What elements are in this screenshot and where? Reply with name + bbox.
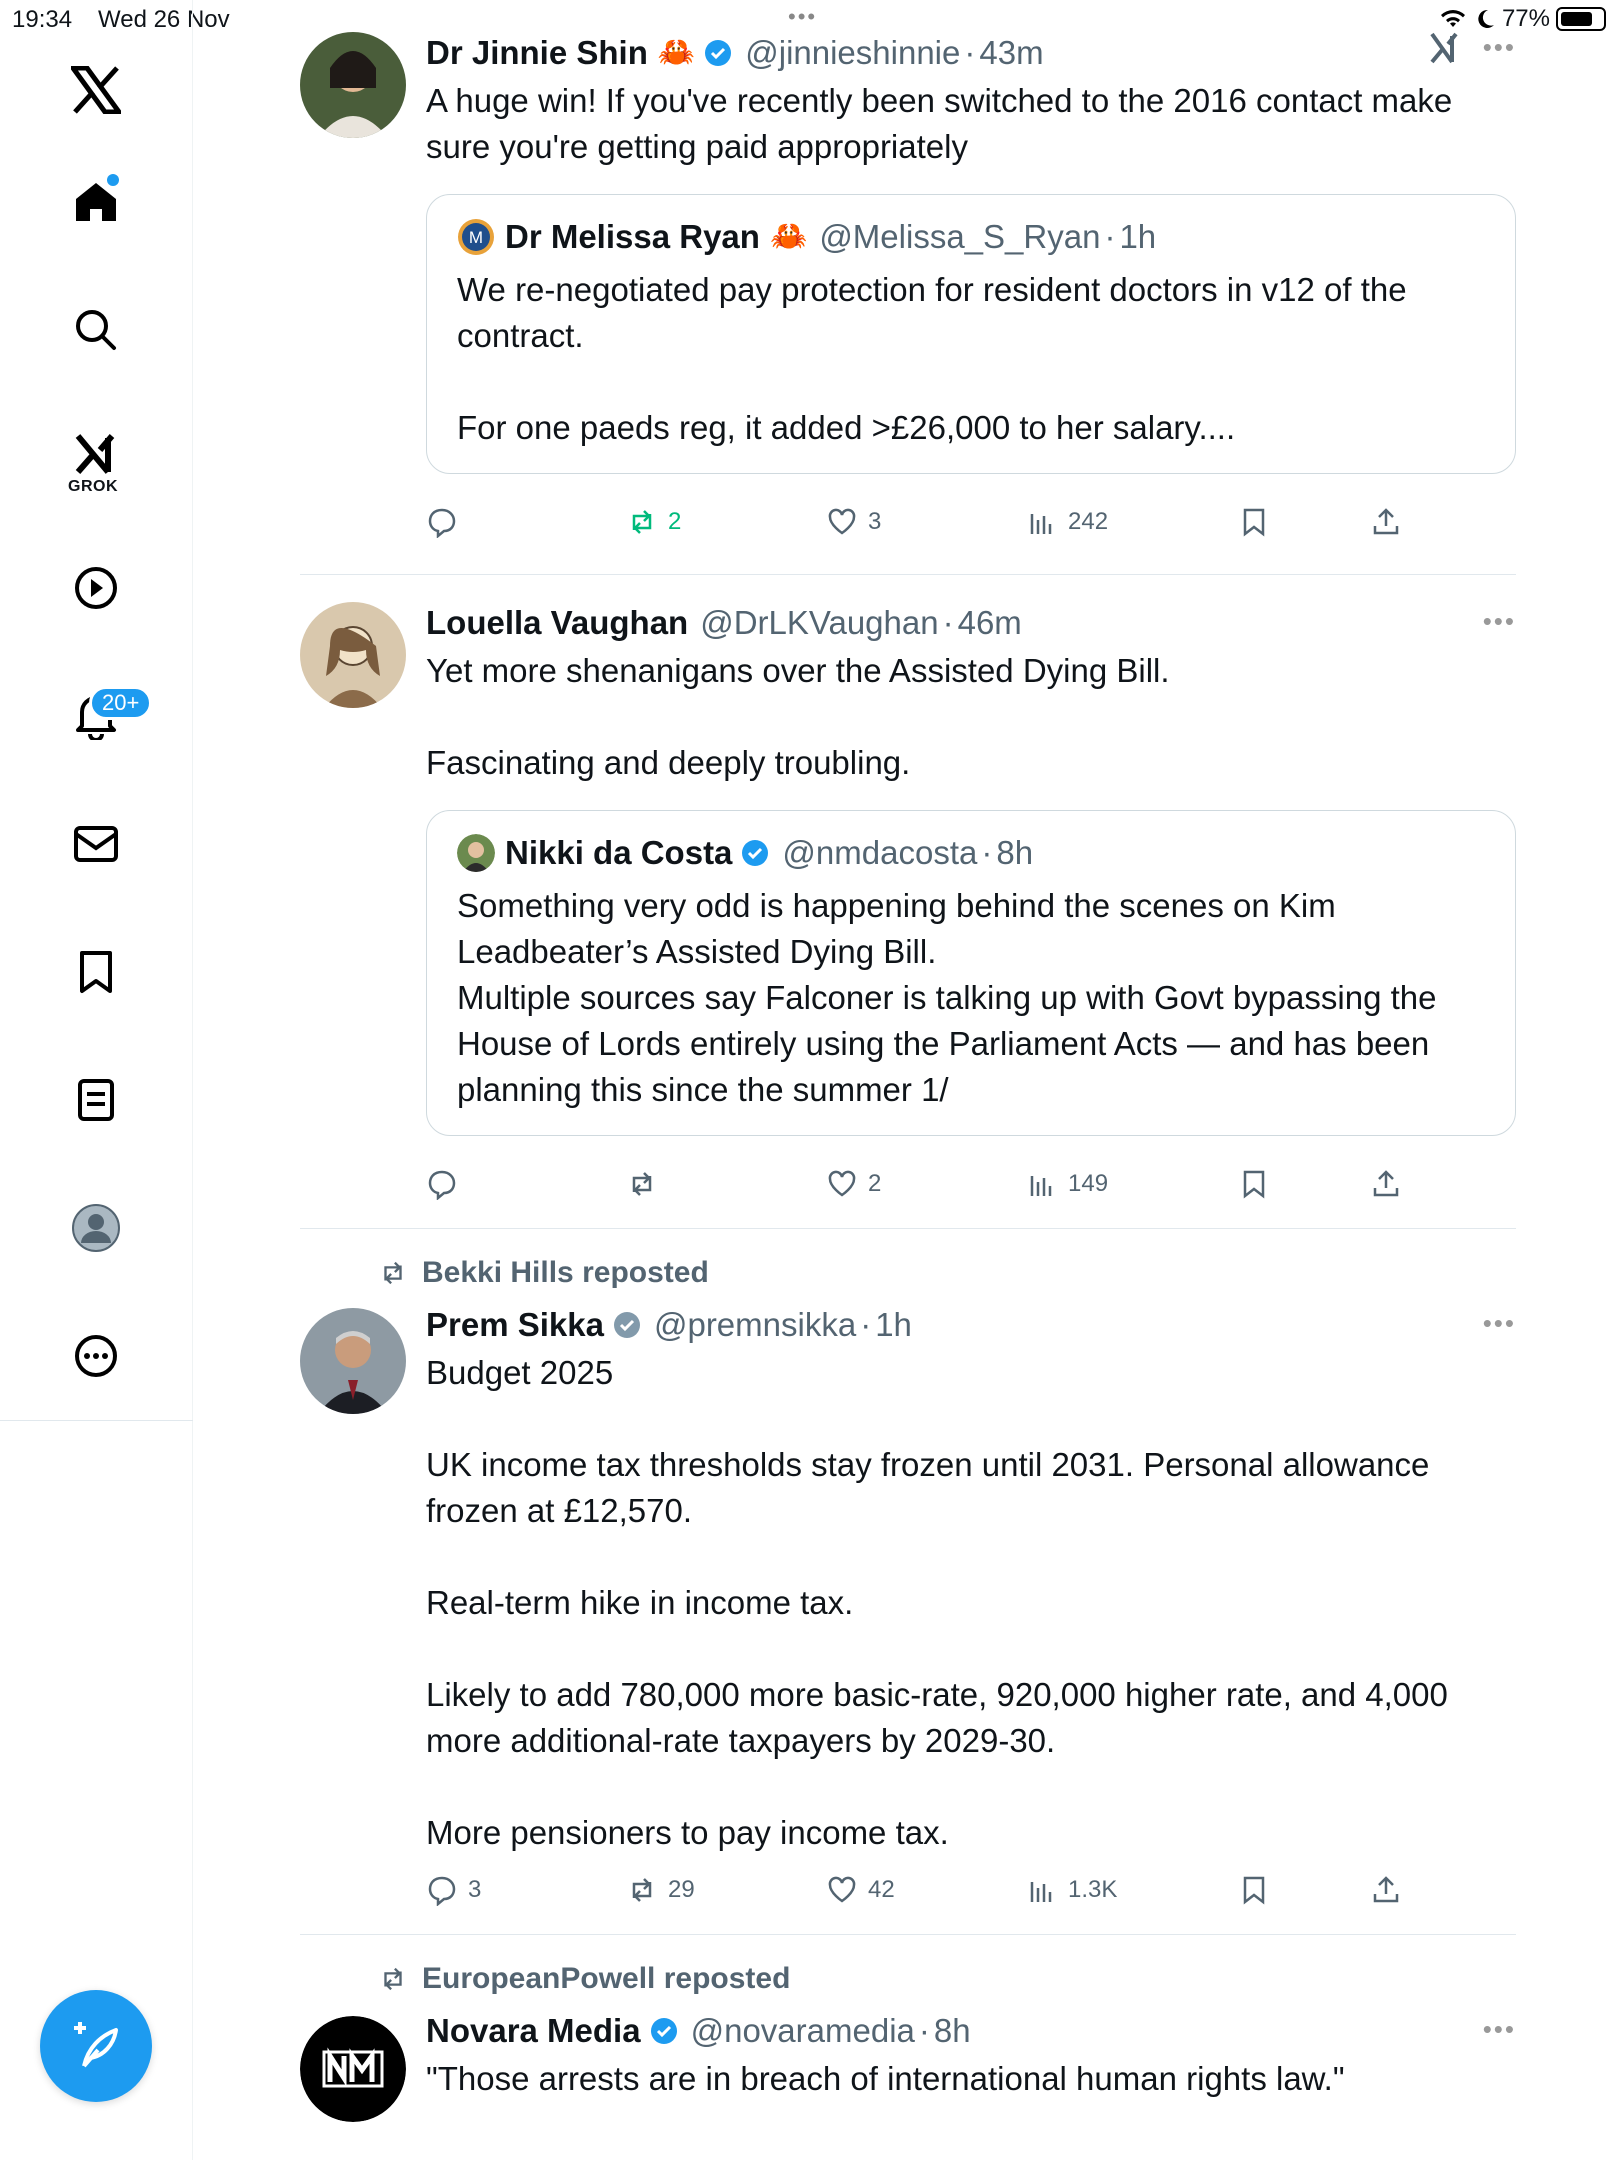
repost-count: 2 — [668, 508, 682, 535]
views-chart-icon — [1026, 1874, 1058, 1906]
bookmark-icon — [1238, 1874, 1270, 1906]
quote-author-name: Nikki da Costa — [505, 834, 733, 871]
status-right — [1438, 5, 1606, 33]
quoted-post[interactable]: Nikki da Costa @nmdacosta · 8h Something very odd is happening behind the scenes on Kim Leadbeater’s Assisted Dying Bill. Multiple sources say Falconer is talking up with Govt bypassing the House of Lords entirely using the Parliament Acts — and has been planning this since the summer 1/ — [426, 810, 1516, 1136]
avatar[interactable] — [300, 32, 406, 138]
status-time: 19:34 — [12, 6, 73, 33]
lists-icon[interactable] — [66, 1070, 126, 1130]
post-more-icon[interactable]: ••• — [1482, 2014, 1516, 2044]
repost-icon — [378, 1258, 408, 1288]
multitasking-dots[interactable]: ••• — [788, 4, 818, 29]
post-actions — [426, 1168, 1516, 1208]
views-button[interactable] — [1026, 1874, 1117, 1906]
reposted-by-line[interactable] — [378, 1256, 709, 1290]
share-icon — [1370, 1168, 1402, 1200]
profile-avatar-icon[interactable] — [66, 1198, 126, 1258]
post-novara-media[interactable] — [300, 2008, 1516, 2158]
status-date: Wed 26 Nov — [98, 6, 230, 33]
author-handle[interactable]: @DrLKVaughan — [700, 604, 939, 641]
notifications-badge: 20+ — [89, 686, 152, 720]
repost-icon — [378, 1964, 408, 1994]
share-button[interactable] — [1370, 1874, 1402, 1906]
post-header: Novara Media @novaramedia · 8h — [426, 2008, 1516, 2054]
bookmark-button[interactable] — [1238, 1168, 1270, 1200]
svg-text:M: M — [468, 228, 484, 247]
post-time[interactable]: 1h — [875, 1306, 912, 1343]
grok-icon[interactable] — [66, 424, 126, 484]
post-text: Budget 2025 UK income tax thresholds stay frozen until 2031. Personal allowance frozen at £12,570. Real-term hike in income tax. Likely to add 780,000 more basic-rate, 920,000 higher rate, and 4,000 more additional-rate taxpayers by 2029-30. More pensioners to pay income tax. — [426, 1354, 1448, 1851]
like-count: 42 — [868, 1876, 895, 1903]
reply-button[interactable] — [426, 1168, 458, 1200]
reply-button[interactable] — [426, 506, 458, 538]
reply-count: 3 — [468, 1876, 482, 1903]
bookmarks-icon[interactable] — [66, 942, 126, 1002]
like-button[interactable] — [826, 506, 881, 538]
reposted-by-label: EuropeanPowell reposted — [422, 1962, 791, 1995]
share-icon — [1370, 506, 1402, 538]
views-button[interactable] — [1026, 1168, 1108, 1200]
post-prem-sikka[interactable] — [300, 1302, 1516, 1862]
repost-button[interactable] — [626, 506, 681, 538]
post-more-icon[interactable]: ••• — [1482, 32, 1516, 62]
home-unread-dot — [107, 174, 119, 186]
post-louella-vaughan[interactable] — [300, 600, 1516, 1160]
messages-mail-icon[interactable] — [66, 814, 126, 874]
repost-button[interactable] — [626, 1874, 695, 1906]
repost-icon — [626, 1168, 658, 1200]
like-count: 2 — [868, 1170, 882, 1197]
reposted-by-label: Bekki Hills reposted — [422, 1256, 709, 1289]
post-header: Louella Vaughan @DrLKVaughan · 46m — [426, 600, 1516, 646]
repost-count: 29 — [668, 1876, 695, 1903]
post-more-icon[interactable]: ••• — [1482, 1308, 1516, 1338]
quote-author-name: Dr Melissa Ryan — [505, 218, 760, 255]
battery-percent: 77% — [1501, 5, 1550, 32]
author-emoji: 🦀 — [657, 36, 696, 69]
author-handle[interactable]: @novaramedia — [690, 2012, 915, 2049]
author-handle[interactable]: @jinnieshinnie — [745, 34, 961, 71]
bookmark-button[interactable] — [1238, 1874, 1270, 1906]
share-icon — [1370, 1874, 1402, 1906]
reply-icon — [426, 1168, 458, 1200]
author-handle[interactable]: @premnsikka — [653, 1306, 857, 1343]
quote-text: We re-negotiated pay protection for resident doctors in v12 of the contract. For one paeds reg, it added >£26,000 to her salary.... — [457, 271, 1407, 446]
compose-post-button[interactable] — [40, 1990, 152, 2102]
battery-icon — [1556, 7, 1606, 31]
views-count: 1.3K — [1068, 1876, 1118, 1903]
bookmark-icon — [1238, 506, 1270, 538]
post-text: A huge win! If you've recently been switched to the 2016 contact make sure you're getting paid appropriately — [426, 82, 1462, 165]
post-time[interactable]: 43m — [979, 34, 1044, 71]
quote-time: 8h — [996, 834, 1034, 871]
moon-icon — [1474, 7, 1496, 31]
post-divider — [300, 574, 1516, 575]
sidebar-divider — [0, 1420, 193, 1421]
verified-badge-icon — [612, 1310, 642, 1340]
wifi-icon — [1438, 7, 1468, 31]
post-divider — [300, 1934, 1516, 1935]
author-name[interactable]: Dr Jinnie Shin — [426, 34, 648, 71]
repost-icon — [626, 506, 658, 538]
repost-button[interactable] — [626, 1168, 658, 1200]
avatar[interactable] — [300, 2016, 406, 2122]
post-text: "Those arrests are in breach of international human rights law." — [426, 2060, 1345, 2097]
verified-badge-icon — [703, 38, 733, 68]
heart-icon — [826, 506, 858, 538]
reply-icon — [426, 1874, 458, 1906]
views-chart-icon — [1026, 1168, 1058, 1200]
heart-icon — [826, 1874, 858, 1906]
bookmark-button[interactable] — [1238, 506, 1270, 538]
verified-badge-icon — [740, 838, 770, 868]
post-actions — [426, 1874, 1516, 1914]
post-more-icon[interactable]: ••• — [1482, 606, 1516, 636]
quote-avatar — [457, 834, 495, 872]
quote-handle: @Melissa_S_Ryan — [819, 218, 1101, 255]
author-name[interactable]: Prem Sikka — [426, 1306, 604, 1343]
quote-avatar — [457, 218, 495, 256]
like-button[interactable] — [826, 1168, 881, 1200]
sidebar — [0, 0, 193, 2160]
post-divider — [300, 1228, 1516, 1229]
post-actions — [426, 506, 1516, 546]
post-jinnie-shin[interactable] — [300, 30, 1516, 550]
like-button[interactable] — [826, 1874, 895, 1906]
x-logo-icon[interactable] — [66, 60, 126, 120]
avatar[interactable] — [300, 602, 406, 708]
views-count: 242 — [1068, 508, 1109, 535]
like-count: 3 — [868, 508, 882, 535]
post-header: Prem Sikka @premnsikka · 1h — [426, 1302, 1516, 1348]
views-count: 149 — [1068, 1170, 1109, 1197]
post-header: Dr Jinnie Shin 🦀 @jinnieshinnie · 43m — [426, 30, 1516, 76]
quote-author-emoji: 🦀 — [769, 220, 808, 253]
bookmark-icon — [1238, 1168, 1270, 1200]
share-button[interactable] — [1370, 1168, 1402, 1200]
views-button[interactable] — [1026, 506, 1108, 538]
grok-label: GROK — [68, 478, 118, 495]
reply-icon — [426, 506, 458, 538]
verified-badge-icon — [649, 2016, 679, 2046]
post-time[interactable]: 46m — [957, 604, 1022, 641]
reply-button[interactable] — [426, 1874, 481, 1906]
post-text: Yet more shenanigans over the Assisted Dying Bill. Fascinating and deeply troubling. — [426, 652, 1170, 781]
search-icon[interactable] — [66, 300, 126, 360]
author-name[interactable]: Louella Vaughan — [426, 604, 689, 641]
share-button[interactable] — [1370, 506, 1402, 538]
quote-text: Something very odd is happening behind the scenes on Kim Leadbeater’s Assisted Dying Bill. Multiple sources say Falconer is talking up with Govt bypassing the House of Lords entirely using the Parliament Acts — and has been planning this since the summer 1/ — [457, 887, 1437, 1108]
compose-feather-icon — [68, 2018, 124, 2074]
quote-time: 1h — [1119, 218, 1157, 255]
author-name[interactable]: Novara Media — [426, 2012, 641, 2049]
quote-handle: @nmdacosta — [782, 834, 978, 871]
avatar[interactable] — [300, 1308, 406, 1414]
views-chart-icon — [1026, 506, 1058, 538]
post-time[interactable]: 8h — [933, 2012, 971, 2049]
heart-icon — [826, 1168, 858, 1200]
reposted-by-line[interactable] — [378, 1962, 790, 1996]
repost-icon — [626, 1874, 658, 1906]
video-play-icon[interactable] — [66, 558, 126, 618]
quoted-post[interactable]: M Dr Melissa Ryan 🦀 @Melissa_S_Ryan · 1h We re-negotiated pay protection for resident doctors in v12 of the contract. For one paeds reg, it added >£26,000 to her salary.... — [426, 194, 1516, 474]
more-options-icon[interactable] — [66, 1326, 126, 1386]
